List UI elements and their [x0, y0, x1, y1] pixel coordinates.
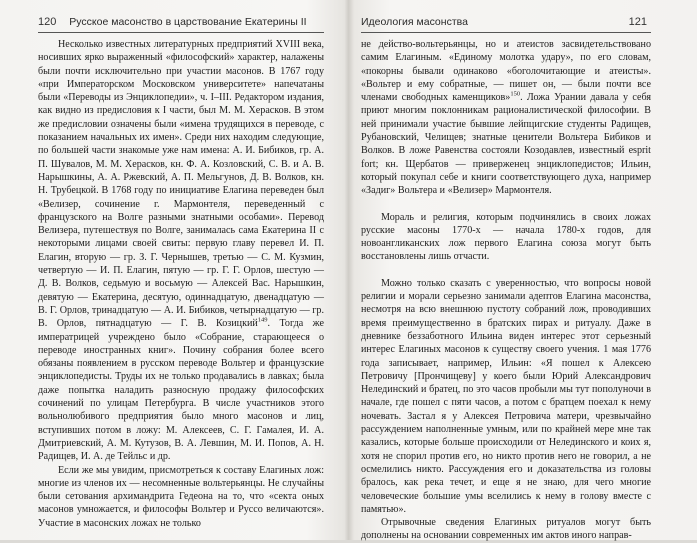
paragraph: Несколько известных литературных предприятий XVIII века, носивших ярко выраженный «философский» характер, налажены были почти исключительно при участии масонов. В 1767 году «при Императорском Московском университете» напечатаны были «Переводы из Энциклопедии», ч. I–III. Редактором издания, как видно из предисловия к I части, был М. М. Херасков. В этом же предисловии означены были «имена трудящихся в переводе, с показанием начальных их имен». Среди них находим следующие, по большей части знакомые уже нам имена: А. И. Бибиков, гр. А. П. Шувалов, М. М. Херасков, кн. Ф. А. Козловский, С. В. и А. В. Нарышкины, А. А. Ржевский, А. П. Мельгунов, Д. В. Волков, кн. Н. Трубецкой. В 1768 году по инициативе Елагина переведен был «Велизер, сочинение г. Мармонтеля, переведенный с французского на Волге разными знатными особами». Перевод Велизера, путешествуя по Волге, занималась сама Екатерина II с некоторыми лицами своей свиты: первую главу перевел И. П. Елагин, вторую — гр. З. Г. Чернышев, третью — С. М. Кузмин, четвертую — И. П. Елагин, пятую — гр. Г. Г. Орлов, шестую — Д. В. Волков, седьмую и восьмую — Алексей Вас. Нарышкин, девятую — Екатерина, десятую, одиннадцатую, двенадцатую — В. Г. Орлов, тринадцатую — А. И. Бибиков, четырнадцатую — гр. В. Орлов, пятнадцатую — Г. В. Козицкий$^{149}$. Тогда же императрицей учреждено было «Собрание, старающееся о переводе иностранных книг». Почину собрания более всего обязаны появлением в русском переводе Вольтер и французские энциклопедисты. Труды их не только продавались в лавках; была даже попытка наладить разносную продажу философских сочинений по улицам Петербурга. В числе участников этого вольнолюбивого предприятия было много масонов и лиц, вступивших потом в ложу: М. Алексеев, С. Г. Гамалея, И. А. Дмитриевский, А. М. Кутузов, В. А. Левшин, М. И. Попов, А. Н. Радищев, И. А. де Тейльс и др. — [38, 39, 324, 463]
left-page-number: 120 — [38, 16, 57, 28]
right-page-body — [361, 38, 651, 543]
left-running-title: Русское масонство в царствование Екатерины II — [69, 16, 307, 28]
section-gap — [361, 198, 651, 211]
right-page-header — [361, 16, 651, 28]
left-page-header — [38, 16, 324, 28]
left-page — [0, 0, 348, 540]
paragraph: Можно только сказать с уверенностью, что вопросы новой религии и морали серьезно занимали адептов Елагина масонства, несмотря на всю внешнюю пустоту собраний лож, проводивших время преимущественно в братских пирах и ритуалу. Даже в дневнике беззаботного Ильина виден интерес этот серьезный интерес Елагиных масонов к существу своего учения. 1 мая 1776 года записывает, например, Ильин: «Я пошел к Алексею Петровичу [Прончищеву] у коего были Юрий Александрович Нелединский и братец, по это часов пробыли мы тут пополуночи в начале, где пошел с пяти часов, а потом с братцем поехал к нему ночевать. Застал я у Алексея Петровича матери, чрезвычайно рассуждением наполненные умным, или по крайней мере мне так казались, которые больше происходили от Нелединского и коих я, хотя не спорил против его, но никто против него не говорил, а не осмелились никто. Рассуждения его и доказательства из головы бралось, как река течет, и еще я не знаю, для чего многие человеческие большие умы вселились к нему в голову вместе с памятью». — [361, 277, 651, 515]
section-gap — [361, 264, 651, 277]
footnote-ref: 150 — [510, 90, 521, 98]
paragraph: Мораль и религия, которым подчинялись в своих ложах русские масоны 1770-х — начала 1780-х годов, для новоангликанских лож первого Елагина союза могут быть восстановлены лишь отчасти. — [361, 211, 651, 263]
paragraph: Если же мы увидим, присмотреться к составу Елагиных лож: многие из членов их — несомненные вольтерьянцы. Не случайны были сетования архимандрита Гедеона на то, что «секта оных масонов умножается, и философы Вольтер и Руссо величаются». Участие в масонских ложах не только — [38, 464, 324, 529]
left-page-body — [38, 38, 324, 530]
inline-fragment: Тогда же императрицей учреждено было «Собрание, старающееся о переводе иностранных книг». — [38, 318, 324, 356]
footnote-ref: 149 — [257, 316, 268, 324]
paragraph: не действо-вольтерьянцы, но и атеистов засвидетельствовано самим Елагиным. «Единому молотка удару», по его словам, «покорны бывали одинаково «боголочитающие и атеисты». «Вольтер и ему собратные, — пишет он, — были почти все членами свободных каменщиков»$^{150}$. Ложа Урании давала у себя приют многим поклонникам рационалистической философии. В ней принимали участие бывшие лейпцигские студенты Радищев, Рубановский, Челищев; знатные ценители Вольтера Бибиков и Волков. В ложе Равенства состояли Козодавлев, известный esprit fort; кн. Щербатов — приверженец энциклопедистов; Ильин, который покупал себе и книги соответствующего духа, например «Задиг» Вольтера и «Велизер» Мармонтеля. — [361, 39, 652, 197]
left-header-rule — [38, 32, 324, 33]
right-page — [349, 0, 697, 540]
right-running-title: Идеология масонства — [361, 16, 468, 28]
paragraph: Отрывочные сведения Елагиных ритуалов могут быть дополнены на основании современных им актов иного направ- — [361, 517, 651, 542]
right-page-number: 121 — [628, 16, 647, 28]
right-header-rule — [361, 32, 651, 33]
